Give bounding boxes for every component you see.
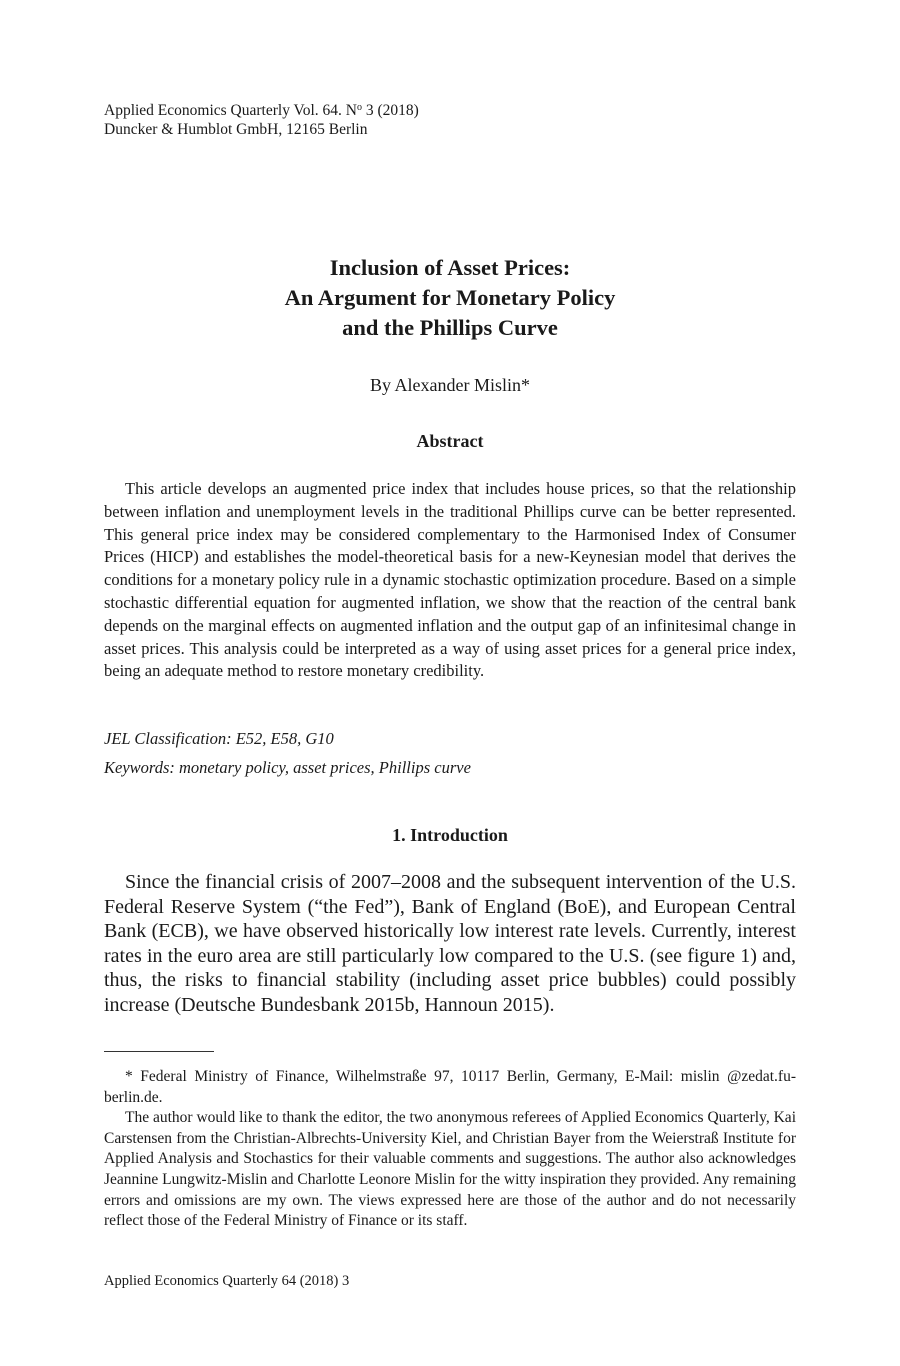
publisher-line: Duncker & Humblot GmbH, 12165 Berlin: [104, 121, 368, 138]
keywords: Keywords: monetary policy, asset prices, Phillips curve: [104, 758, 471, 777]
introduction-paragraph: Since the financial crisis of 2007–2008 and the subsequent intervention of the U.S. Federal Reserve System (“the Fed”), Bank of England (BoE), and European Central Bank (ECB), we have observed historically low interest rate levels. Currently, interest rates in the euro area are still particularly low compared to the U.S. (see figure 1) and, thus, the risks to financial stability (including asset price bubbles) could possibly increase (Deutsche Bundesbank 2015b, Hannoun 2015).: [104, 871, 796, 1016]
paper-title: [0, 253, 900, 343]
footnote-acknowledgement: The author would like to thank the editor, the two anonymous referees of Applied Economics Quarterly, Kai Carstensen from the Christian-Albrechts-University Kiel, and Christian Bayer from the Weierstraß Institute for Applied Analysis and Stochastics for their valuable comments and suggestions. The author also acknowledges Jeannine Lungwitz-Mislin and Charlotte Leonore Mislin for the witty inspiration they provided. Any remaining errors and omissions are my own. The views expressed here are those of the author and do not necessarily reflect those of the Federal Ministry of Finance or its staff.: [104, 1109, 796, 1230]
journal-volume-line: Applied Economics Quarterly Vol. 64. $N^o$ 3 (2018): [104, 102, 419, 119]
jel-classification: JEL Classification: E52, E58, G10: [104, 729, 334, 748]
title-line-3: and the Phillips Curve: [342, 315, 558, 340]
abstract-text: This article develops an augmented price index that includes house prices, so that the relationship between inflation and unemployment levels in the traditional Phillips curve can be better represented. This general price index may be considered complementary to the Harmonised Index of Consumer Prices (HICP) and establishes the model-theoretical basis for a new-Keynesian model that derives the conditions for a monetary policy rule in a dynamic stochastic optimization procedure. Based on a simple stochastic differential equation for augmented inflation, we show that the reaction of the central bank depends on the marginal effects on augmented inflation and the output gap of an infinitesimal change in asset prices. This analysis could be interpreted as a way of using asset prices for a general price index, being an adequate method to restore monetary credibility.: [104, 479, 796, 681]
page-footer: Applied Economics Quarterly 64 (2018) 3: [104, 1273, 350, 1289]
journal-header: [104, 101, 419, 139]
introduction-heading: 1. Introduction: [392, 825, 508, 845]
footnote-affiliation: * Federal Ministry of Finance, Wilhelmstraße 97, 10117 Berlin, Germany, E-Mail: mislin @zedat.fu-berlin.de.: [104, 1068, 796, 1106]
title-line-1: Inclusion of Asset Prices:: [329, 255, 571, 280]
footnotes: [104, 1067, 796, 1232]
author-byline: By Alexander Mislin*: [370, 375, 530, 395]
title-line-2: An Argument for Monetary Policy: [284, 285, 616, 310]
number-superscript: o: [357, 102, 362, 113]
footnote-divider: [104, 1051, 214, 1052]
abstract-heading: Abstract: [416, 431, 484, 451]
